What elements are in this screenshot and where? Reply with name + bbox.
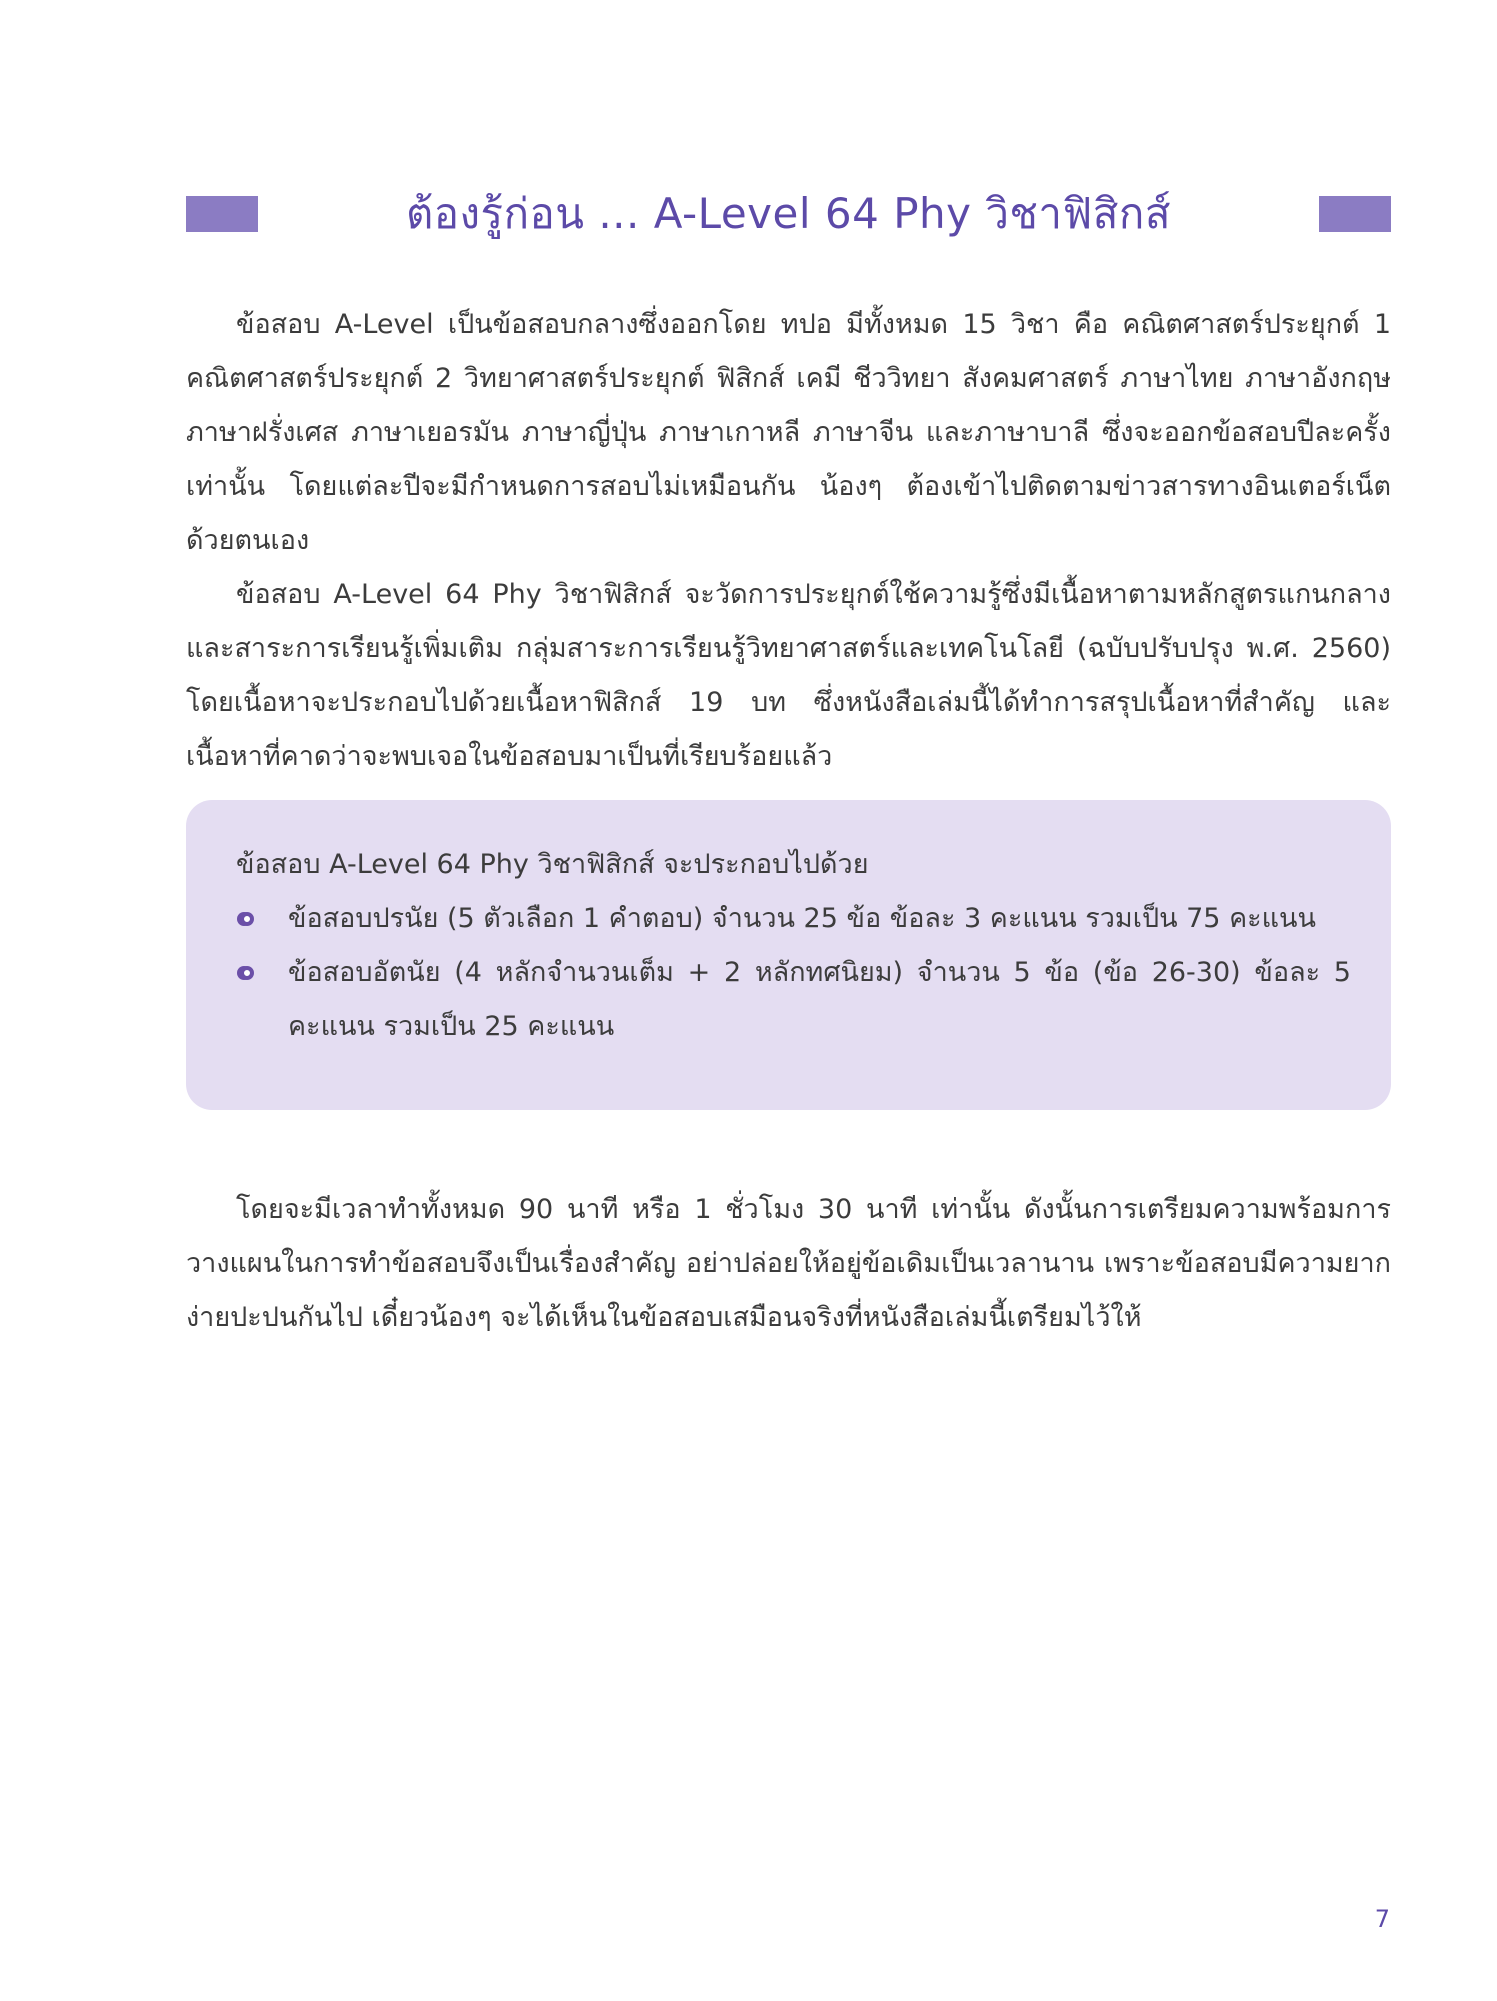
heading-accent-bar-left — [186, 196, 258, 232]
hollow-circle-bullet-icon — [240, 912, 254, 926]
time-management-paragraph — [186, 1183, 1391, 1345]
heading-accent-bar-right — [1319, 196, 1391, 232]
list-item-text: ข้อสอบอัตนัย (4 หลักจำนวนเต็ม + 2 หลักทศนิยม) จำนวน 5 ข้อ (ข้อ 26-30) ข้อละ 5 คะแนน รวมเป็น 25 คะแนน — [288, 957, 1351, 1042]
hollow-circle-bullet-icon — [240, 966, 254, 980]
intro-paragraph — [186, 298, 1391, 568]
page-title: ต้องรู้ก่อน ... A-Level 64 Phy วิชาฟิสิกส์ — [406, 189, 1171, 238]
page-heading — [186, 178, 1391, 250]
intro-paragraph-text: ข้อสอบ A-Level เป็นข้อสอบกลางซึ่งออกโดย ทปอ มีทั้งหมด 15 วิชา คือ คณิตศาสตร์ประยุกต์ 1 คณิตศาสตร์ประยุกต์ 2 วิทยาศาสตร์ประยุกต์ ฟิสิกส์ เคมี ชีววิทยา สังคมศาสตร์ ภาษาไทย ภาษาอังกฤษ ภาษาฝรั่งเศส ภาษาเยอรมัน ภาษาญี่ปุ่น ภาษาเกาหลี ภาษาจีน และภาษาบาลี ซึ่งจะออกข้อสอบปีละครั้งเท่านั้น โดยแต่ละปีจะมีกำหนดการสอบไม่เหมือนกัน น้องๆ ต้องเข้าไปติดตามข่าวสารทางอินเตอร์เน็ตด้วยตนเอง — [186, 309, 1391, 556]
list-item-text: ข้อสอบปรนัย (5 ตัวเลือก 1 คำตอบ) จำนวน 25 ข้อ ข้อละ 3 คะแนน รวมเป็น 75 คะแนน — [288, 903, 1316, 934]
exam-structure-list — [236, 892, 1351, 1054]
list-item — [236, 892, 1351, 946]
page-number: 7 — [1374, 1905, 1390, 1933]
physics-exam-paragraph-text: ข้อสอบ A-Level 64 Phy วิชาฟิสิกส์ จะวัดการประยุกต์ใช้ความรู้ซึ่งมีเนื้อหาตามหลักสูตรแกนกลางและสาระการเรียนรู้เพิ่มเติม กลุ่มสาระการเรียนรู้วิทยาศาสตร์และเทคโนโลยี (ฉบับปรับปรุง พ.ศ. 2560) โดยเนื้อหาจะประกอบไปด้วยเนื้อหาฟิสิกส์ 19 บท ซึ่งหนังสือเล่มนี้ได้ทำการสรุปเนื้อหาที่สำคัญ และเนื้อหาที่คาดว่าจะพบเจอในข้อสอบมาเป็นที่เรียบร้อยแล้ว — [186, 579, 1391, 772]
time-management-paragraph-text: โดยจะมีเวลาทำทั้งหมด 90 นาที หรือ 1 ชั่วโมง 30 นาที เท่านั้น ดังนั้นการเตรียมความพร้อมการวางแผนในการทำข้อสอบจึงเป็นเรื่องสำคัญ อย่าปล่อยให้อยู่ข้อเดิมเป็นเวลานาน เพราะข้อสอบมีความยากง่ายปะปนกันไป เดี๋ยวน้องๆ จะได้เห็นในข้อสอบเสมือนจริงที่หนังสือเล่มนี้เตรียมไว้ให้ — [186, 1194, 1391, 1333]
physics-exam-paragraph — [186, 568, 1391, 784]
exam-structure-intro: ข้อสอบ A-Level 64 Phy วิชาฟิสิกส์ จะประกอบไปด้วย — [236, 849, 869, 880]
exam-structure-box — [186, 800, 1391, 1110]
list-item — [236, 946, 1351, 1054]
